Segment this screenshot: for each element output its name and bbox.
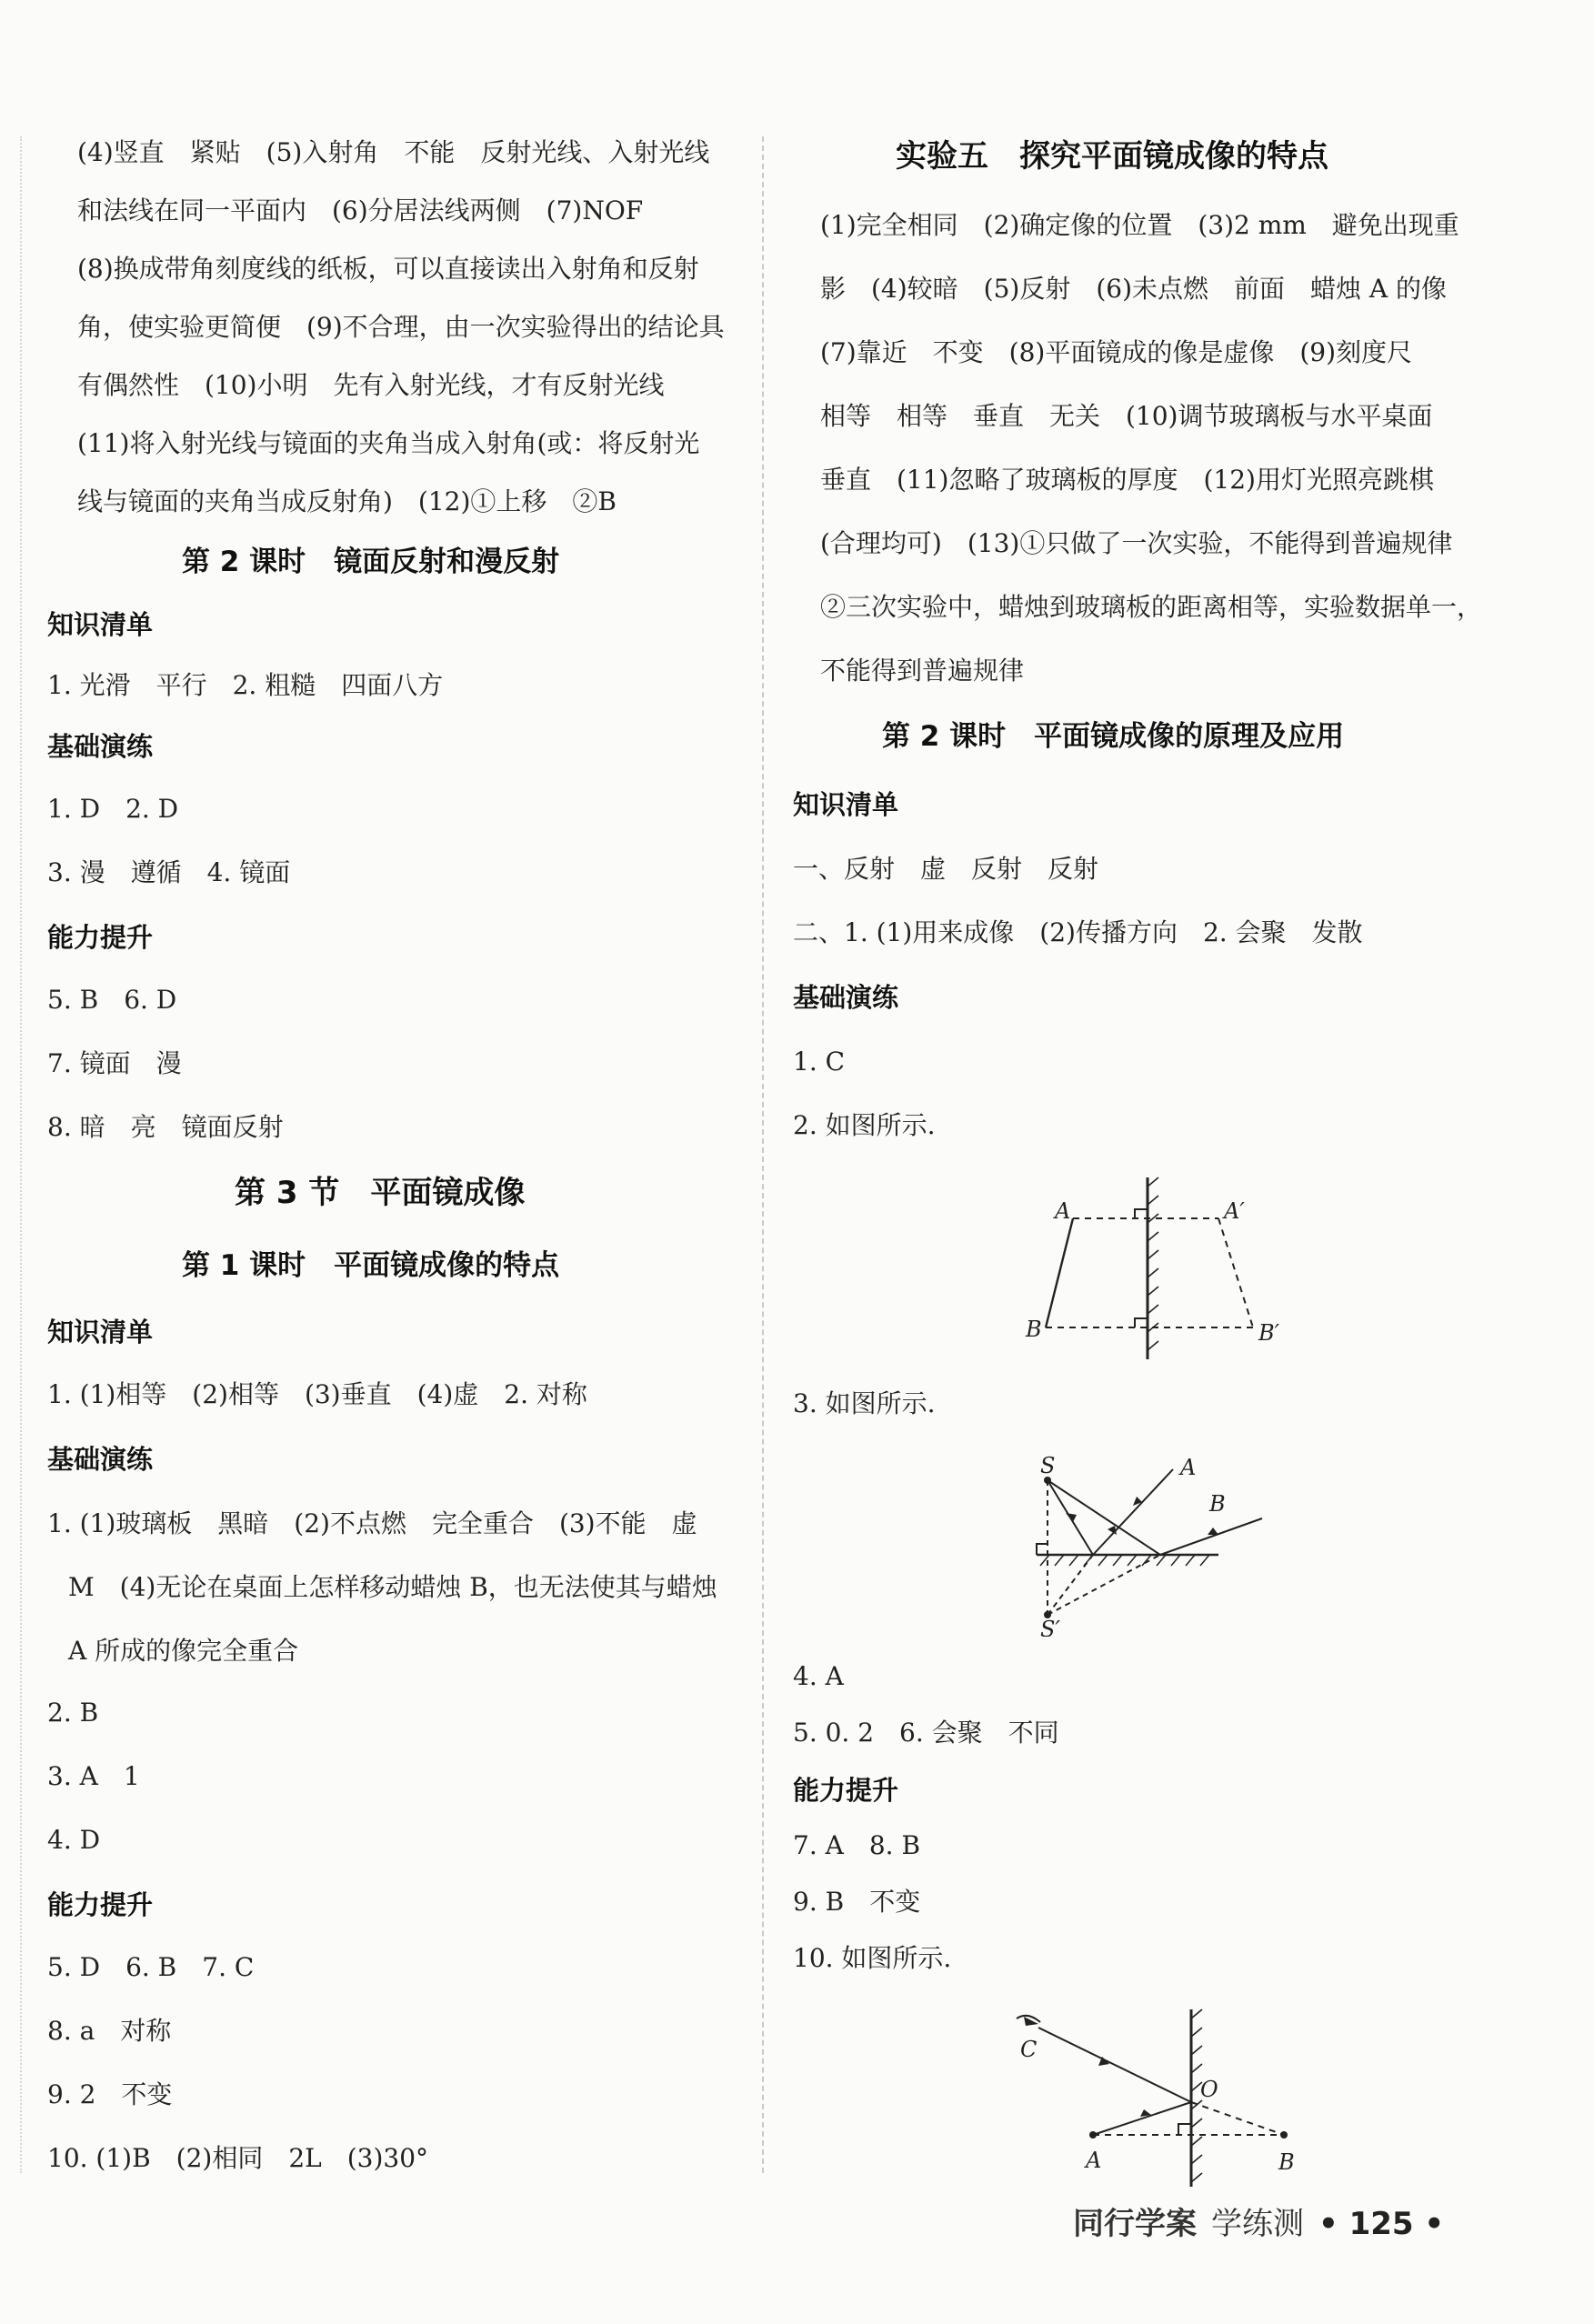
left-text-line: 1. (1)玻璃板 黑暗 (2)不点燃 完全重合 (3)不能 虚 [47,1508,697,1538]
left-subsection-heading: 基础演练 [47,1444,154,1475]
left-margin-rule [20,136,22,2173]
right-text-line: 1. C [793,1047,846,1077]
right-text-line: 影 (4)较暗 (5)反射 (6)未点燃 前面 蜡烛 A 的像 [820,274,1448,304]
left-text-line: 5. D 6. B 7. C [47,1952,255,1982]
left-text-line: 3. 漫 遵循 4. 镜面 [47,857,291,887]
right-subsection-heading: 能力提升 [793,1775,899,1806]
right-text-line: 7. A 8. B [793,1830,921,1860]
right-text-line: 5. 0. 2 6. 会聚 不同 [793,1718,1059,1748]
left-text-line: 9. 2 不变 [47,2079,173,2109]
left-text-line: (4)竖直 紧贴 (5)入射角 不能 反射光线、入射光线 [77,137,710,167]
fig3-label-s-prime: S′ [1040,1617,1060,1637]
left-text-line: 8. 暗 亮 镜面反射 [47,1112,284,1142]
left-lesson-title: 第 1 课时 平面镜成像的特点 [182,1249,560,1282]
left-text-line: 4. D [47,1825,101,1855]
left-subsection-heading: 基础演练 [47,731,154,762]
fig2-label-a-prime: A′ [1224,1198,1245,1224]
right-text-line: 二、1. (1)用来成像 (2)传播方向 2. 会聚 发散 [793,917,1363,947]
fig10-label-b: B [1278,2149,1295,2175]
page-number: • 125 • [1318,2206,1445,2242]
left-text-line: M (4)无论在桌面上怎样移动蜡烛 B，也无法使其与蜡烛 [68,1572,717,1602]
fig2-label-a: A [1055,1198,1071,1224]
right-text-line: 垂直 (11)忽略了玻璃板的厚度 (12)用灯光照亮跳棋 [820,465,1434,495]
fig3-label-s: S [1040,1453,1056,1478]
fig2-label-b: B [1026,1317,1042,1342]
left-text-line: 和法线在同一平面内 (6)分居法线两侧 (7)NOF [77,195,644,225]
column-divider [762,136,764,2173]
fig10-label-o: O [1200,2077,1218,2102]
figure-2-mirror-image [1018,1173,1291,1364]
right-text-line: 2. 如图所示. [793,1110,936,1140]
left-subsection-heading: 能力提升 [47,922,154,953]
left-section-title: 第 3 节 平面镜成像 [235,1175,526,1211]
left-lesson-title: 第 2 课时 镜面反射和漫反射 [182,546,560,578]
left-text-line: (8)换成带角刻度线的纸板，可以直接读出入射角和反射 [77,254,699,284]
left-text-line: 1. 光滑 平行 2. 粗糙 四面八方 [47,670,444,700]
right-text-line: 10. 如图所示. [793,1943,952,1973]
right-text-line: 3. 如图所示. [793,1388,936,1418]
fig3-label-b: B [1209,1491,1226,1517]
right-section-title: 实验五 探究平面镜成像的特点 [896,138,1328,175]
left-text-line: 2. B [47,1698,99,1728]
right-text-line: 4. A [793,1661,844,1691]
fig3-label-a: A [1180,1455,1197,1480]
footer-brand: 同行学案 [1073,2206,1197,2242]
right-lesson-title: 第 2 课时 平面镜成像的原理及应用 [882,720,1345,753]
left-text-line: 有偶然性 (10)小明 先有入射光线，才有反射光线 [77,370,665,400]
left-text-line: A 所成的像完全重合 [68,1636,299,1666]
left-text-line: 3. A 1 [47,1761,140,1791]
right-text-line: (合理均可) (13)①只做了一次实验，不能得到普遍规律 [820,528,1453,558]
left-subsection-heading: 知识清单 [47,1317,154,1347]
left-subsection-heading: 能力提升 [47,1889,154,1920]
left-text-line: 5. B 6. D [47,985,177,1015]
fig2-label-b-prime: B′ [1258,1320,1280,1346]
left-text-line: 线与镜面的夹角当成反射角) (12)①上移 ②B [77,486,617,516]
figure-3-point-source [1028,1446,1282,1637]
right-text-line: 相等 相等 垂直 无关 (10)调节玻璃板与水平桌面 [820,401,1433,431]
right-text-line: ②三次实验中，蜡烛到玻璃板的距离相等，实验数据单一， [820,592,1483,622]
right-text-line: 不能得到普遍规律 [820,656,1025,686]
right-text-line: 一、反射 虚 反射 反射 [793,854,1099,884]
left-subsection-heading: 知识清单 [47,609,154,640]
fig10-label-c: C [1020,2037,1038,2062]
fig10-label-a: A [1086,2148,1102,2173]
left-text-line: 7. 镜面 漫 [47,1048,182,1078]
left-text-line: 10. (1)B (2)相同 2L (3)30° [47,2143,429,2173]
right-text-line: 9. B 不变 [793,1887,921,1917]
left-text-line: (11)将入射光线与镜面的夹角当成入射角(或：将反射光 [77,428,700,458]
left-text-line: 角，使实验更简便 (9)不合理，由一次实验得出的结论具 [77,312,725,342]
left-text-line: 1. (1)相等 (2)相等 (3)垂直 (4)虚 2. 对称 [47,1379,587,1409]
footer-subtitle: 学练测 [1211,2206,1304,2242]
right-text-line: (7)靠近 不变 (8)平面镜成的像是虚像 (9)刻度尺 [820,337,1412,367]
right-text-line: (1)完全相同 (2)确定像的位置 (3)2 mm 避免出现重 [820,210,1459,240]
figure-10-eye-mirror [1000,2000,1309,2191]
right-subsection-heading: 知识清单 [793,789,899,820]
page-footer [1073,2199,1444,2243]
left-text-line: 8. a 对称 [47,2016,172,2046]
left-text-line: 1. D 2. D [47,794,179,824]
right-subsection-heading: 基础演练 [793,982,899,1013]
